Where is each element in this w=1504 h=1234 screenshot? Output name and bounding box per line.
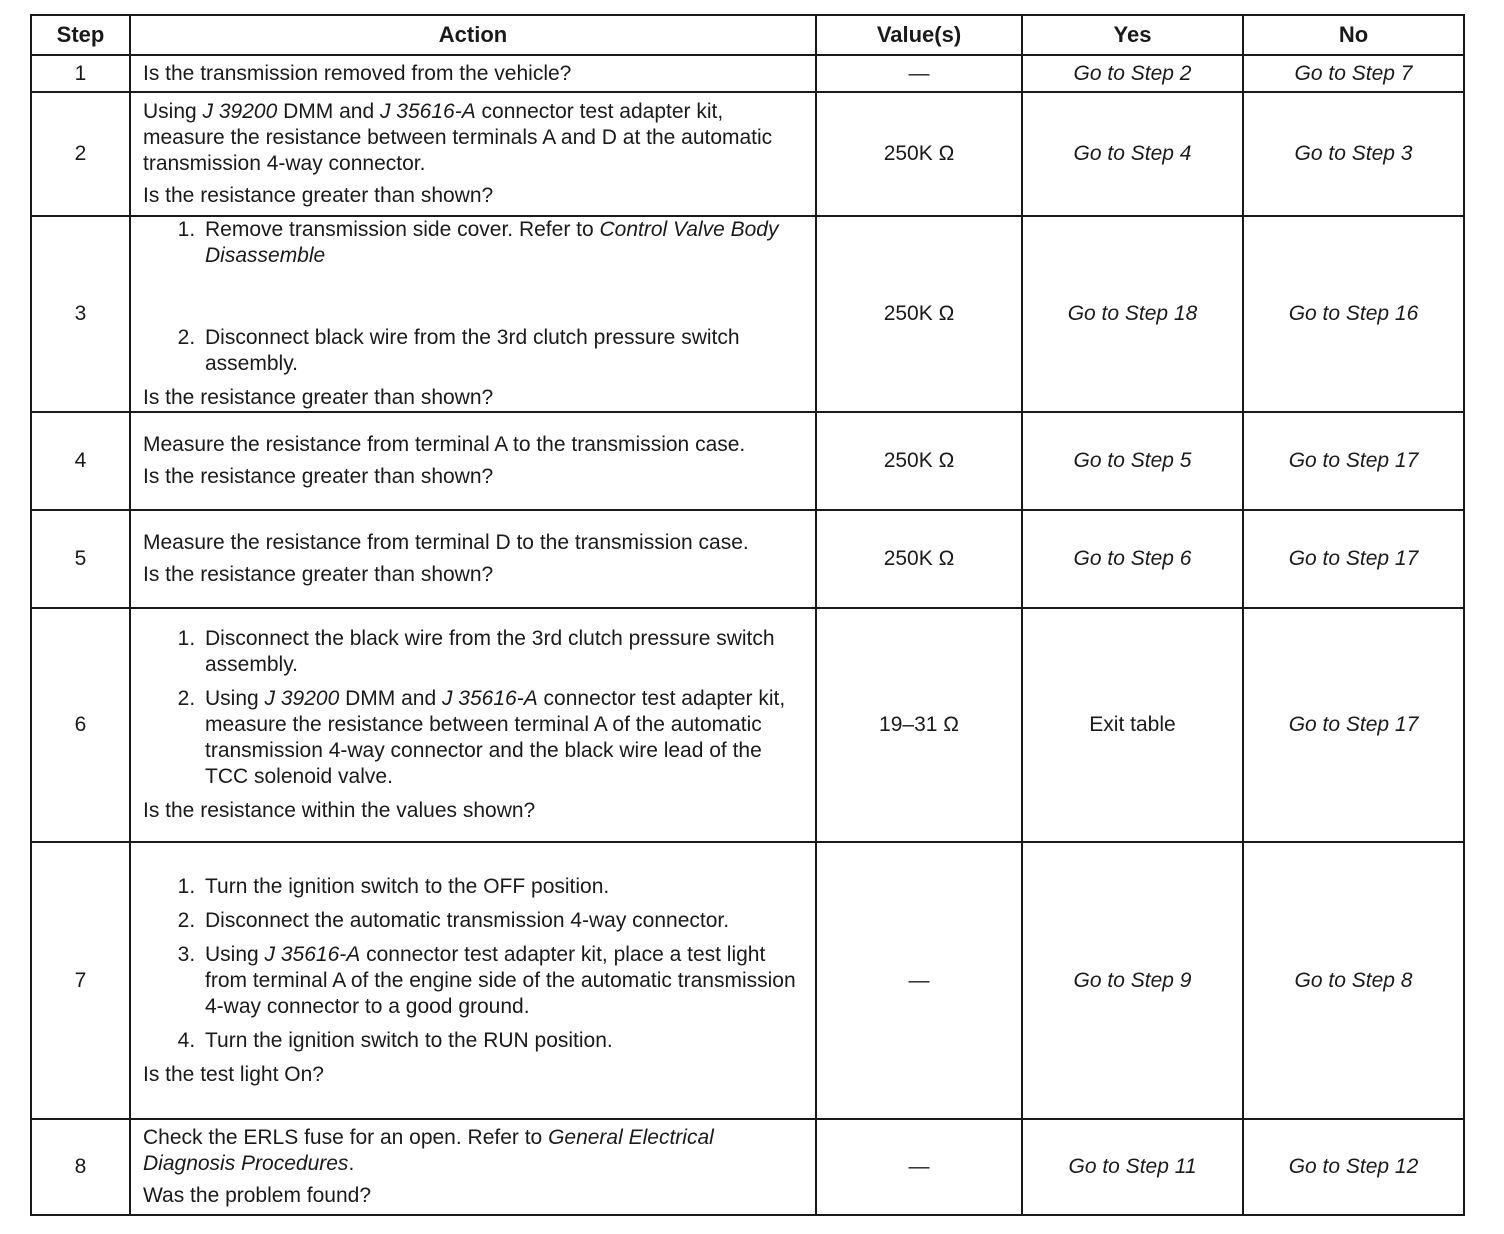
header-no: No	[1243, 15, 1464, 55]
table-row	[31, 412, 1464, 510]
action-cell	[130, 510, 816, 608]
action-cell	[130, 1119, 816, 1215]
action-cell	[130, 92, 816, 216]
yes-cell: Go to Step 9	[1022, 842, 1243, 1119]
step-number: 6	[31, 608, 130, 842]
action-question: Is the resistance greater than shown?	[143, 465, 494, 488]
action-question: Is the resistance within the values shown?	[143, 799, 536, 822]
table-row	[31, 842, 1464, 1119]
list-item: 1. Remove transmission side cover. Refer to Control Valve Body Disassemble	[201, 217, 803, 317]
table-row	[31, 92, 1464, 216]
tool-ref: J 35616-A	[264, 942, 361, 966]
list-item: 4. Turn the ignition switch to the RUN position.	[201, 1028, 803, 1054]
value-cell: —	[816, 1119, 1022, 1215]
step-number: 1	[31, 55, 130, 92]
header-row	[31, 15, 1464, 55]
step-number: 3	[31, 216, 130, 412]
tool-ref: J 35616-A	[379, 100, 476, 123]
list-item: 2. Using J 39200 DMM and J 35616-A connector test adapter kit, measure the resistance between terminal A of the automatic transmission 4-way connector and the black wire lead of the TCC solenoid valve.	[201, 686, 803, 790]
yes-cell: Exit table	[1022, 608, 1243, 842]
yes-cell: Go to Step 5	[1022, 412, 1243, 510]
action-question: Is the resistance greater than shown?	[143, 184, 494, 207]
no-cell: Go to Step 17	[1243, 510, 1464, 608]
action-question: Is the resistance greater than shown?	[143, 563, 494, 586]
yes-cell: Go to Step 4	[1022, 92, 1243, 216]
yes-cell: Go to Step 2	[1022, 55, 1243, 92]
table-row	[31, 608, 1464, 842]
yes-cell: Go to Step 18	[1022, 216, 1243, 412]
yes-cell: Go to Step 6	[1022, 510, 1243, 608]
value-cell: 250K Ω	[816, 216, 1022, 412]
no-cell: Go to Step 12	[1243, 1119, 1464, 1215]
header-action: Action	[130, 15, 816, 55]
no-cell: Go to Step 8	[1243, 842, 1464, 1119]
list-item: 2. Disconnect black wire from the 3rd clutch pressure switch assembly.	[201, 325, 803, 377]
no-cell: Go to Step 17	[1243, 412, 1464, 510]
yes-cell: Go to Step 11	[1022, 1119, 1243, 1215]
diagnostic-table	[30, 14, 1465, 1216]
step-number: 4	[31, 412, 130, 510]
tool-ref: J 35616-A	[441, 687, 538, 710]
table-row	[31, 1119, 1464, 1215]
value-cell: 250K Ω	[816, 92, 1022, 216]
list-item: 3. Using J 35616-A connector test adapter kit, place a test light from terminal A of the engine side of the automatic transmission 4-way connector to a good ground.	[201, 942, 803, 1020]
list-item: 1. Turn the ignition switch to the OFF position.	[201, 874, 803, 900]
action-cell	[130, 608, 816, 842]
header-yes: Yes	[1022, 15, 1243, 55]
no-cell: Go to Step 7	[1243, 55, 1464, 92]
step-number: 5	[31, 510, 130, 608]
action-list	[143, 626, 803, 790]
procedure-ref: Control Valve Body Disassemble	[205, 218, 779, 267]
value-cell: —	[816, 55, 1022, 92]
step-number: 2	[31, 92, 130, 216]
action-list	[143, 874, 803, 1054]
action-cell	[130, 216, 816, 412]
step-number: 8	[31, 1119, 130, 1215]
action-cell	[130, 412, 816, 510]
table-row	[31, 55, 1464, 92]
list-item: 1. Disconnect the black wire from the 3rd clutch pressure switch assembly.	[201, 626, 803, 678]
header-values: Value(s)	[816, 15, 1022, 55]
action-list	[143, 217, 803, 377]
value-cell: 250K Ω	[816, 412, 1022, 510]
procedure-ref: General Electrical Diagnosis Procedures	[143, 1126, 714, 1175]
table-row	[31, 510, 1464, 608]
action-text: Using J 39200 DMM and J 35616-A connector test adapter kit, measure the resistance between terminals A and D at the automatic transmission 4-way connector.	[143, 100, 773, 175]
action-question: Was the problem found?	[143, 1184, 372, 1207]
action-question: Is the test light On?	[143, 1062, 324, 1086]
tool-ref: J 39200	[264, 687, 340, 710]
table-row	[31, 216, 1464, 412]
no-cell: Go to Step 16	[1243, 216, 1464, 412]
list-item: 2. Disconnect the automatic transmission 4-way connector.	[201, 908, 803, 934]
action-text: Measure the resistance from terminal A to the transmission case.	[143, 433, 746, 456]
action-question: Is the resistance greater than shown?	[143, 386, 494, 409]
no-cell: Go to Step 17	[1243, 608, 1464, 842]
value-cell: 250K Ω	[816, 510, 1022, 608]
action-text: Check the ERLS fuse for an open. Refer to General Electrical Diagnosis Procedures.	[143, 1126, 714, 1175]
action-text: Measure the resistance from terminal D to the transmission case.	[143, 531, 749, 554]
step-number: 7	[31, 842, 130, 1119]
value-cell: —	[816, 842, 1022, 1119]
action-cell	[130, 55, 816, 92]
no-cell: Go to Step 3	[1243, 92, 1464, 216]
tool-ref: J 39200	[202, 100, 278, 123]
action-cell	[130, 842, 816, 1119]
header-step: Step	[31, 15, 130, 55]
value-cell: 19–31 Ω	[816, 608, 1022, 842]
action-text: Is the transmission removed from the vehicle?	[143, 61, 572, 85]
